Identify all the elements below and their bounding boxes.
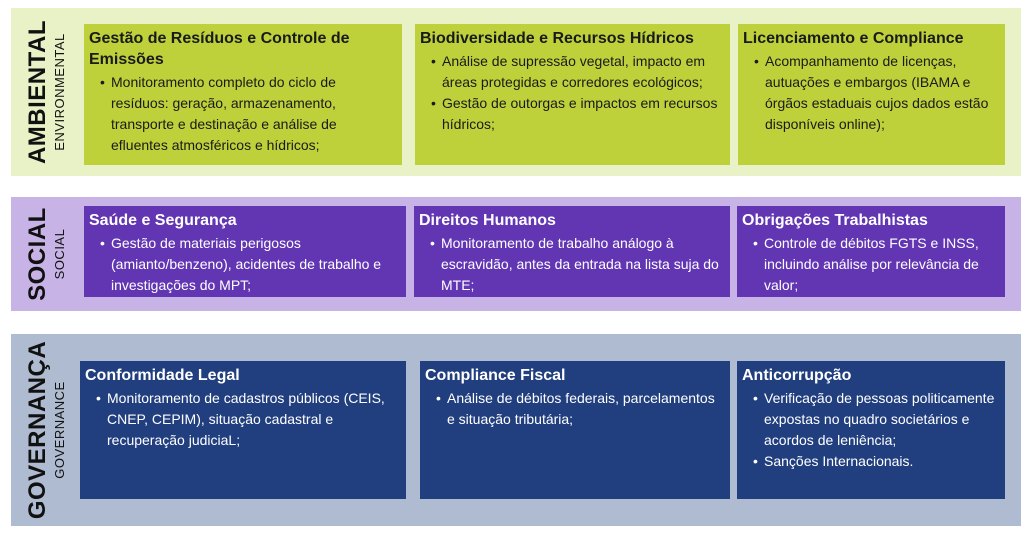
card-bullets xyxy=(425,388,725,430)
card-title: Biodiversidade e Recursos Hídricos xyxy=(420,30,694,47)
bullet-item: • Gestão de outorgas e impactos em recursos hídricos; xyxy=(420,93,725,135)
social-band xyxy=(11,197,1021,311)
section-title: SOCIAL xyxy=(24,207,52,301)
card-bullets xyxy=(420,51,725,135)
card-labor-obligations xyxy=(737,206,1005,297)
bullet-item: • Monitoramento de cadastros públicos (CEIS, CNEP, CEPIM), situação cadastral e recuperação judiciaL; xyxy=(85,388,401,451)
card-title: Gestão de Resíduos e Controle de Emissões xyxy=(89,30,350,68)
card-biodiversity-water xyxy=(415,24,730,165)
bullet-item: • Monitoramento de trabalho análogo à escravidão, antes da entrada na lista suja do MTE; xyxy=(419,233,725,296)
bullet-item: • Análise de supressão vegetal, impacto em áreas protegidas e corredores ecológicos; xyxy=(420,51,725,93)
social-label xyxy=(11,197,81,311)
card-bullets xyxy=(85,388,401,451)
card-bullets xyxy=(743,51,1000,135)
section-subtitle: ENVIRONMENTAL xyxy=(52,33,68,151)
section-title: GOVERNANÇA xyxy=(24,340,51,520)
card-title: Direitos Humanos xyxy=(419,212,556,229)
card-title: Compliance Fiscal xyxy=(425,367,566,384)
card-anticorruption xyxy=(737,361,1005,499)
card-legal-conformity xyxy=(80,361,406,499)
section-subtitle: SOCIAL xyxy=(52,228,68,280)
card-bullets xyxy=(89,233,401,296)
governance-band xyxy=(11,334,1021,526)
bullet-item: • Gestão de materiais perigosos (amianto/benzeno), acidentes de trabalho e investigações do MPT; xyxy=(89,233,401,296)
bullet-item: • Verificação de pessoas politicamente expostas no quadro societários e acordos de leniência; xyxy=(742,388,1000,451)
bullet-item: • Análise de débitos federais, parcelamentos e situação tributária; xyxy=(425,388,725,430)
bullet-item: • Controle de débitos FGTS e INSS, incluindo análise por relevância de valor; xyxy=(742,233,1000,296)
card-title: Obrigações Trabalhistas xyxy=(742,212,928,229)
card-bullets xyxy=(742,233,1000,296)
section-title: AMBIENTAL xyxy=(24,19,52,165)
card-bullets xyxy=(89,72,397,156)
bullet-item: • Sanções Internacionais. xyxy=(742,451,1000,472)
bullet-item: • Acompanhamento de licenças, autuações e embargos (IBAMA e órgãos estaduais cujos dados estão disponíveis online); xyxy=(743,51,1000,135)
card-bullets xyxy=(742,388,1000,472)
governance-label xyxy=(11,334,81,526)
card-waste-emissions xyxy=(84,24,402,165)
environmental-label xyxy=(11,8,81,176)
card-title: Anticorrupção xyxy=(742,367,852,384)
card-tax-compliance xyxy=(420,361,730,499)
card-health-safety xyxy=(84,206,406,297)
card-title: Licenciamento e Compliance xyxy=(743,30,964,47)
card-title: Conformidade Legal xyxy=(85,367,240,384)
environmental-band xyxy=(11,8,1021,176)
card-licensing-compliance xyxy=(738,24,1005,165)
card-human-rights xyxy=(414,206,730,297)
section-subtitle: GOVERNANCE xyxy=(52,381,67,479)
bullet-item: • Monitoramento completo do ciclo de resíduos: geração, armazenamento, transporte e destinação e análise de efluentes atmosféricos e hídricos; xyxy=(89,72,397,156)
card-title: Saúde e Segurança xyxy=(89,212,237,229)
card-bullets xyxy=(419,233,725,296)
